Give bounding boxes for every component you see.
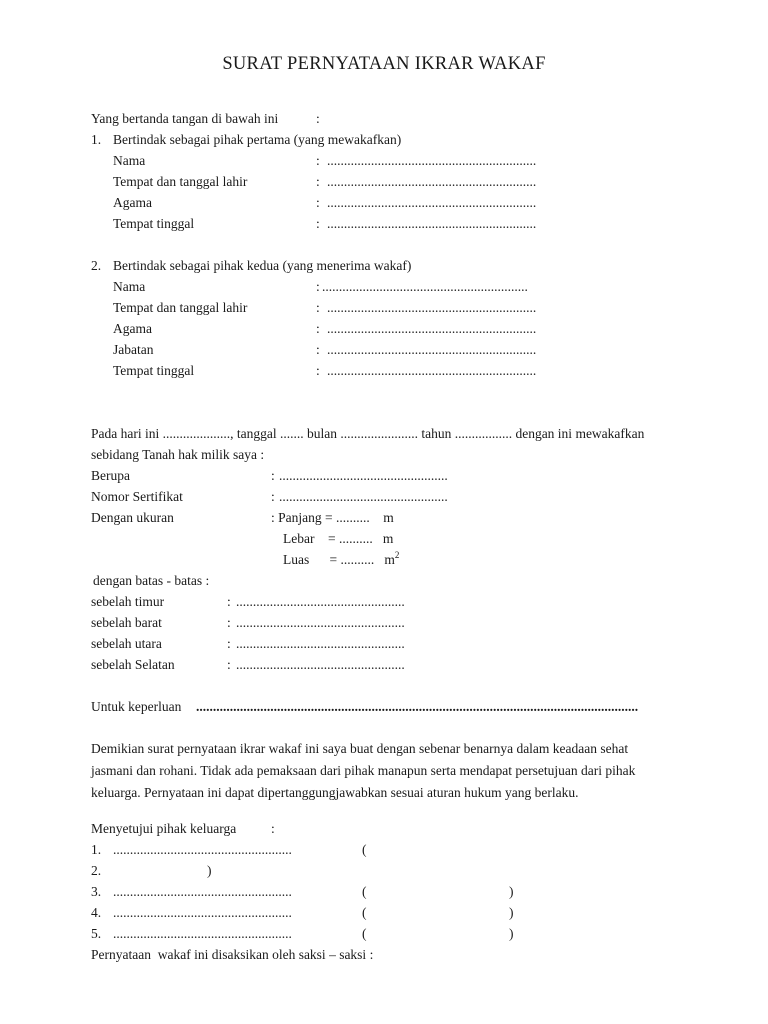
party2-field-label: Tempat dan tanggal lahir xyxy=(113,300,248,315)
closing-line: Demikian surat pernyataan ikrar wakaf ini saya buat dengan sebenar benarnya dalam keadaan sehat xyxy=(91,741,629,756)
party1-field-label: Nama xyxy=(113,153,146,168)
party1-colon: : xyxy=(316,153,320,168)
family-number: 4. xyxy=(91,905,102,920)
family-fill-dots: ..................................................... xyxy=(113,926,292,941)
party1-heading: Bertindak sebagai pihak pertama (yang mewakafkan) xyxy=(113,132,402,147)
batas-fill-dots: .................................................. xyxy=(236,636,405,651)
witness-line: Pernyataan wakaf ini disaksikan oleh saksi – saksi : xyxy=(91,947,374,962)
party1-fill-dots: .............................................................. xyxy=(327,216,537,231)
party2-fill-dots: .............................................................. xyxy=(327,321,537,336)
family-number: 1. xyxy=(91,842,102,857)
family-fill-dots: ..................................................... xyxy=(113,905,292,920)
family-fill-dots: ..................................................... xyxy=(113,842,292,857)
family-colon: : xyxy=(271,821,275,836)
land-luas-text: Luas = .......... m xyxy=(283,552,395,567)
family-close-paren: ) xyxy=(509,884,514,899)
party2-colon: : xyxy=(316,300,320,315)
family-open-paren: ( xyxy=(362,884,367,899)
document-title: SURAT PERNYATAAN IKRAR WAKAF xyxy=(222,54,546,74)
land-lebar: Lebar = .......... m xyxy=(283,531,394,546)
party1-fill-dots: .............................................................. xyxy=(327,195,537,210)
land-luas xyxy=(283,552,399,568)
party2-colon: : xyxy=(316,279,320,294)
keperluan-label: Untuk keperluan xyxy=(91,699,182,714)
family-close-paren: ) xyxy=(509,926,514,941)
party1-field-label: Tempat tinggal xyxy=(113,216,195,231)
party2-colon: : xyxy=(316,321,320,336)
batas-fill-dots: .................................................. xyxy=(236,594,405,609)
batas-colon: : xyxy=(227,636,231,651)
land-label-berupa: Berupa xyxy=(91,468,130,483)
land-colon: : xyxy=(271,489,275,504)
party1-fill-dots: .............................................................. xyxy=(327,153,537,168)
land-fill-dots: .................................................. xyxy=(279,489,448,504)
batas-colon: : xyxy=(227,594,231,609)
party1-field-label: Agama xyxy=(113,195,152,210)
party2-colon: : xyxy=(316,363,320,378)
closing-line: jasmani dan rohani. Tidak ada pemaksaan dari pihak manapun serta mendapat persetujuan dari pihak xyxy=(91,763,636,778)
party2-fill-dots: .............................................................. xyxy=(327,363,537,378)
party1-field-label: Tempat dan tanggal lahir xyxy=(113,174,248,189)
party2-fill-dots: ............................................................. xyxy=(322,279,528,294)
party2-colon: : xyxy=(316,342,320,357)
family-close-paren: ) xyxy=(207,863,212,878)
land-label-nomor: Nomor Sertifikat xyxy=(91,489,183,504)
declaration-line: sebidang Tanah hak milik saya : xyxy=(91,447,265,462)
party1-colon: : xyxy=(316,216,320,231)
batas-label: sebelah timur xyxy=(91,594,165,609)
party2-field-label: Nama xyxy=(113,279,146,294)
family-heading: Menyetujui pihak keluarga xyxy=(91,821,237,836)
land-colon: : xyxy=(271,468,275,483)
family-open-paren: ( xyxy=(362,905,367,920)
batas-fill-dots: .................................................. xyxy=(236,657,405,672)
family-close-paren: ) xyxy=(509,905,514,920)
batas-fill-dots: .................................................. xyxy=(236,615,405,630)
party1-colon: : xyxy=(316,195,320,210)
family-open-paren: ( xyxy=(362,842,367,857)
land-luas-superscript: 2 xyxy=(394,550,400,560)
batas-colon: : xyxy=(227,657,231,672)
party2-heading: Bertindak sebagai pihak kedua (yang menerima wakaf) xyxy=(113,258,412,273)
party2-number: 2. xyxy=(91,258,102,273)
family-open-paren: ( xyxy=(362,926,367,941)
party2-fill-dots: .............................................................. xyxy=(327,342,537,357)
party1-fill-dots: .............................................................. xyxy=(327,174,537,189)
batas-heading: dengan batas - batas : xyxy=(93,573,210,588)
intro-text: Yang bertanda tangan di bawah ini xyxy=(91,111,279,126)
batas-label: sebelah Selatan xyxy=(91,657,175,672)
party1-number: 1. xyxy=(91,132,102,147)
family-number: 5. xyxy=(91,926,102,941)
family-number: 2. xyxy=(91,863,102,878)
party2-field-label: Jabatan xyxy=(113,342,154,357)
declaration-line: Pada hari ini ...................., tanggal ....... bulan ....................... tahun ................. dengan ini mewakafkan xyxy=(91,426,645,441)
party2-field-label: Tempat tinggal xyxy=(113,363,195,378)
land-panjang: : Panjang = .......... m xyxy=(271,510,394,525)
batas-label: sebelah barat xyxy=(91,615,162,630)
land-label-ukuran: Dengan ukuran xyxy=(91,510,174,525)
party2-fill-dots: .............................................................. xyxy=(327,300,537,315)
keperluan-fill-dots: ................................................................................................................................... xyxy=(196,699,639,714)
intro-colon: : xyxy=(316,111,320,126)
batas-label: sebelah utara xyxy=(91,636,162,651)
family-number: 3. xyxy=(91,884,102,899)
party1-colon: : xyxy=(316,174,320,189)
land-fill-dots: .................................................. xyxy=(279,468,448,483)
closing-line: keluarga. Pernyataan ini dapat dipertanggungjawabkan sesuai aturan hukum yang berlaku. xyxy=(91,785,579,800)
batas-colon: : xyxy=(227,615,231,630)
family-fill-dots: ..................................................... xyxy=(113,884,292,899)
party2-field-label: Agama xyxy=(113,321,152,336)
